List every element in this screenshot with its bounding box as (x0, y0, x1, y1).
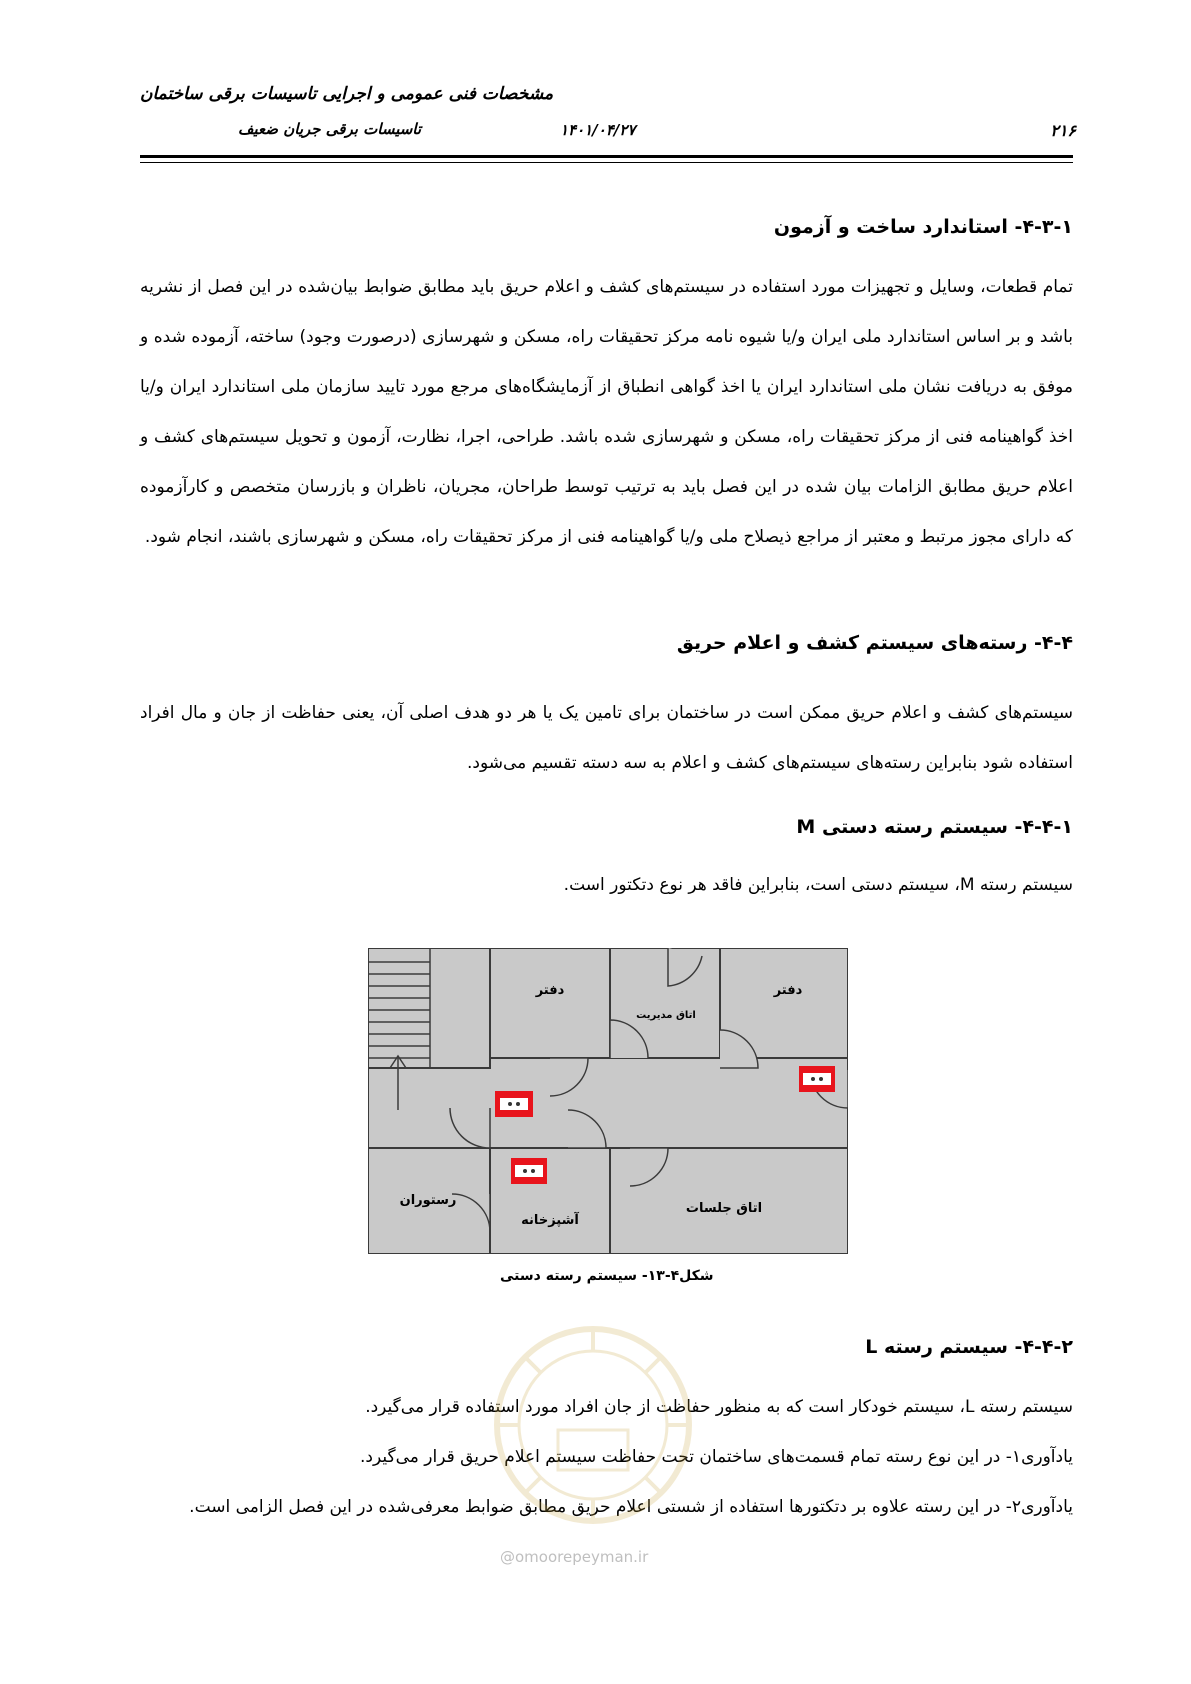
section-manual (140, 816, 1073, 838)
figure-caption: شکل۴-۱۳- سیستم رسته دستی (500, 1268, 714, 1284)
section-line-2: یادآوری۱- در این نوع رسته تمام قسمت‌های ساختمان تحت حفاظت سیستم اعلام حریق قرار می‌گیرد. (360, 1447, 1073, 1467)
label-meeting: اتاق جلسات (685, 1201, 763, 1216)
section-line-1: سیستم رسته L، سیستم خودکار است که به منظور حفاظت از جان افراد مورد استفاده قرار می‌گیرد. (365, 1397, 1073, 1417)
manual-call-point-3 (511, 1158, 547, 1184)
section-paragraph: سیستم‌های کشف و اعلام حریق ممکن است در ساختمان برای تامین یک یا هر دو هدف اصلی آن، یعنی حفاظت از جان و مال افراد استفاده شود بنابراین رسته‌های سیستم‌های کشف و اعلام به سه دسته تقسیم می‌شود. (140, 703, 1073, 773)
floor-plan-figure (368, 948, 848, 1254)
section-standard (140, 216, 1073, 238)
section-paragraph: تمام قطعات، وسایل و تجهیزات مورد استفاده در سیستم‌های کشف و اعلام حریق باید مطابق ضوابط بیان‌شده در این فصل از نشریه باشد و بر اساس استاندارد ملی ایران و/یا شیوه نامه مرکز تحقیقات راه، مسکن و شهرسازی (درصورت وجود) ساخته، آزموده شده و موفق به دریافت نشان ملی استاندارد ایران یا اخذ گواهی انطباق از آزمایشگاه‌های مرجع مورد تایید سازمان ملی استاندارد ایران و/یا اخذ گواهینامه فنی از مرکز تحقیقات راه، مسکن و شهرسازی شده باشد. طراحی، اجرا، نظارت، آزمون و تحویل سیستم‌های کشف و اعلام حریق مطابق الزامات بیان شده در این فصل باید به ترتیب توسط طراحان، مجریان، ناظران و بازرسان متخصص و کارآزموده که دارای مجوز مرتبط و معتبر از مراجع ذیصلاح ملی و/یا گواهینامه فنی از مرکز تحقیقات راه، مسکن و شهرسازی باشند، انجام شود. (140, 277, 1073, 547)
room-kitchen (490, 1148, 610, 1254)
manual-call-point-2 (799, 1066, 835, 1092)
page-number: ۲۱۶ (1050, 121, 1076, 140)
section-categories (140, 632, 1073, 654)
label-office-right: دفتر (773, 983, 803, 998)
header-date: ۱۴۰۱/۰۴/۲۷ (560, 121, 636, 139)
stair-room (368, 948, 490, 1068)
room-office-left (490, 948, 610, 1058)
label-management: اتاق مدیریت (636, 1010, 696, 1021)
chapter-title: تاسیسات برقی جریان ضعیف (238, 120, 422, 138)
label-office-left: دفتر (535, 983, 565, 998)
section-paragraph: سیستم رسته M، سیستم دستی است، بنابراین فاقد هر نوع دتکتور است. (563, 875, 1073, 895)
watermark-logo (488, 1320, 698, 1530)
header-rule-thin (140, 162, 1073, 163)
section-heading: ۴-۴-۲- سیستم رسته L (865, 1336, 1073, 1358)
label-restaurant: رستوران (399, 1193, 457, 1208)
section-heading: ۴-۳-۱- استاندارد ساخت و آزمون (773, 216, 1073, 238)
manual-call-point-1 (495, 1091, 533, 1117)
watermark-site: @omoorepeyman.ir (500, 1548, 649, 1566)
section-line-3: یادآوری۲- در این رسته علاوه بر دتکتورها استفاده از شستی اعلام حریق مطابق ضوابط معرفی‌شده در این فصل الزامی است. (189, 1497, 1073, 1517)
section-heading: ۴-۴-۱- سیستم رسته دستی M (796, 816, 1073, 838)
book-title: مشخصات فنی عمومی و اجرایی تاسیسات برقی ساختمان (140, 84, 554, 104)
header-rule-thick (140, 155, 1073, 158)
section-heading: ۴-۴- رسته‌های سیستم کشف و اعلام حریق (676, 632, 1073, 654)
label-kitchen: آشپزخانه (521, 1213, 579, 1228)
